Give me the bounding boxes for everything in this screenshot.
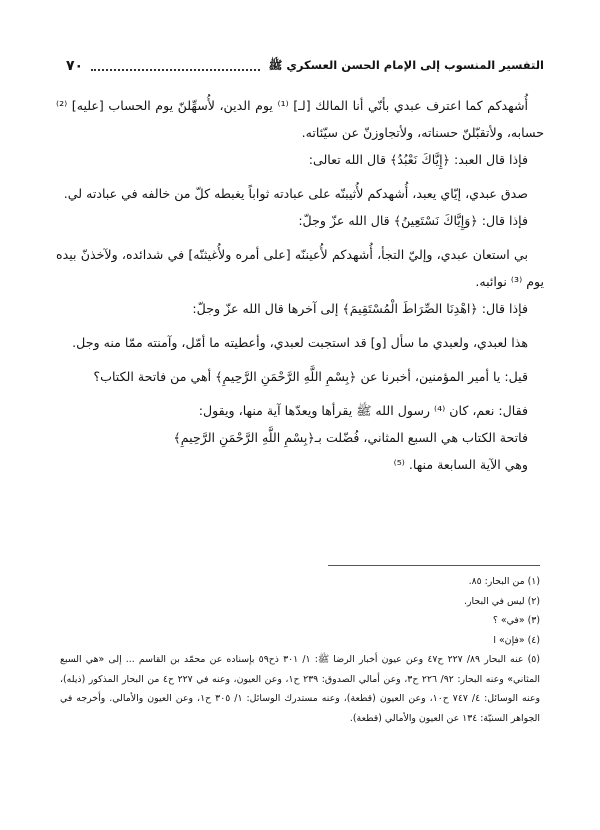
main-text <box>56 92 544 478</box>
running-title: التفسير المنسوب إلى الإمام الحسن العسكري ﷺ <box>268 57 544 72</box>
paragraph: فإذا قال العبد: ﴿إِيَّاكَ نَعْبُدُ﴾ قال الله تعالى: <box>308 152 528 167</box>
paragraph: فاتحة الكتاب هي السبع المثاني، فُضّلت بـ﴿بِسْمِ اللَّهِ الرَّحْمَنِ الرَّحِيمِ﴾ <box>173 430 528 445</box>
paragraph: أُشهدكم كما اعترف عبدي بأنّي أنا المالك [لـ] ⁽¹⁾ يوم الدين، لأُسهِّلنّ يوم الحساب [عليه] ⁽²⁾ حسابه، ولأتقبّلنّ حسناته، ولأتجاوزنّ عن سيّئاته. <box>56 98 544 140</box>
paragraph: هذا لعبدي، ولعبدي ما سأل [و] قد استجبت لعبدي، وأعطيته ما أمّل، وآمنته ممّا منه وجل. <box>72 335 528 350</box>
footnote-divider <box>328 565 540 566</box>
footnote: (٢) ليس في البحار. <box>464 595 540 607</box>
paragraph: وهي الآية السابعة منها. ⁽⁵⁾ <box>393 457 528 472</box>
header-dotted-leader <box>91 69 260 71</box>
page-number: ٧٠ <box>66 58 84 74</box>
footnote: (٥) عنه البحار ٨٩/ ٢٢٧ ح٤٧ وعن عيون أخبار الرضا ﷺ: ١/ ٣٠١ ذح٥٩ بإسناده عن محمّد بن القاسم ... إلى «هي السبع المثاني» وعنه البحار: ٩٢/ ٢٢٦ ح٣، وعن أمالي الصدوق: ٢٣٩ ح١، وعن العيون، وعنه في ٢٢٧ ح٤ من البحار المذكور (ذيله)، وعنه الوسائل: ٤/ ٧٤٧ ح١٠، وعن العيون (قطعة)، وعنه مستدرك الوسائل: ١/ ٣٠٥ ح١، وعن العيون والأمالي. وأخرجه في الجواهر السنيّة: ١٣٤ عن العيون والأمالي (قطعة). <box>60 654 541 724</box>
paragraph: فإذا قال: ﴿وَإِيَّاكَ نَسْتَعِينُ﴾ قال الله عزّ وجلّ: <box>298 213 528 228</box>
paragraph: فإذا قال: ﴿اهْدِنَا الصِّرَاطَ الْمُسْتَقِيمَ﴾ إلى آخرها قال الله عزّ وجلّ: <box>192 301 528 316</box>
paragraph: بي استعان عبدي، وإليّ التجأ، أُشهدكم لأُعيننّه [على أمره ولأُغيثنّه] في شدائده، ولآخذنّ بيده يوم ⁽³⁾ نوائبه. <box>56 247 544 289</box>
footnote: (٤) «فإن» ا <box>493 634 540 646</box>
footnote: (١) من البحار: ٨٥. <box>468 576 540 587</box>
paragraph: فقال: نعم، كان ⁽⁴⁾ رسول الله ﷺ يقرأها ويعدّها آية منها، ويقول: <box>198 403 528 418</box>
footnote: (٣) «في» ؟ <box>492 615 540 626</box>
paragraph: صدق عبدي، إيّاي يعبد، أُشهدكم لأُثيبنّه على عبادته ثواباً يغبطه كلّ من خالفه في عبادته لي. <box>63 186 528 201</box>
page-header <box>66 56 544 76</box>
paragraph: قيل: يا أمير المؤمنين، أخبرنا عن ﴿بِسْمِ اللَّهِ الرَّحْمَنِ الرَّحِيمِ﴾ أهي من فاتحة الكتاب؟ <box>93 369 528 384</box>
footnotes <box>60 565 540 728</box>
